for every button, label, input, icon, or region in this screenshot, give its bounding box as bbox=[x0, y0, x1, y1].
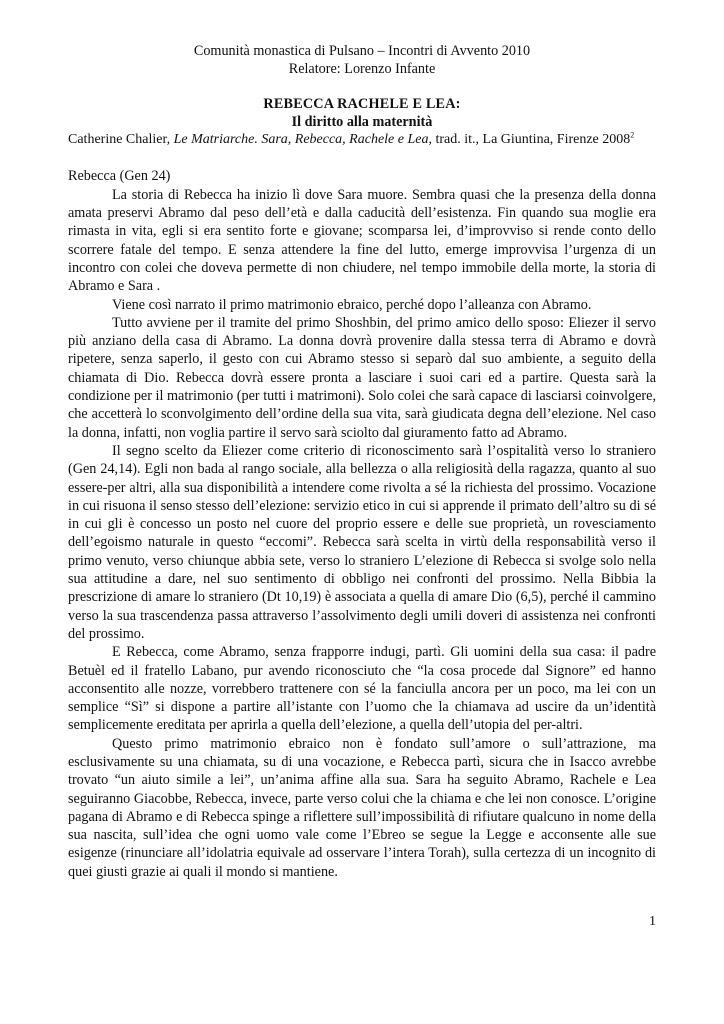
footnote-marker: 2 bbox=[630, 130, 635, 140]
page-number: 1 bbox=[649, 914, 656, 929]
citation-author: Catherine Chalier, bbox=[68, 132, 174, 148]
paragraph-1: La storia di Rebecca ha inizio lì dove Sara muore. Sembra quasi che la presenza della donna amata preservi Abramo dal peso dell’età e dalla caducità dell’esistenza. Fin quando sua moglie era rimasta in vita, egli si era sentito forte e giovane; scomparsa lei, d’improvviso si rende conto dello scorrere fatale del tempo. E senza attendere la fine del lutto, emerge improvvisa l’urgenza di un incontro con colei che doveva permette di non chiudere, nel tempo immobile della morte, la storia di Abramo e Sara . bbox=[68, 186, 656, 295]
header-speaker-line: Relatore: Lorenzo Infante bbox=[288, 61, 436, 78]
document-page bbox=[68, 42, 656, 881]
document-header bbox=[68, 42, 656, 79]
citation-details: , trad. it., La Giuntina, Firenze 2008 bbox=[428, 132, 631, 148]
header-community-line: Comunità monastica di Pulsano – Incontri di Avvento 2010 bbox=[193, 43, 531, 59]
bibliographic-citation bbox=[68, 131, 656, 149]
document-title: REBECCA RACHELE E LEA: bbox=[263, 95, 461, 112]
section-rebecca bbox=[68, 167, 656, 881]
section-heading: Rebecca (Gen 24) bbox=[68, 168, 171, 185]
paragraph-6: Questo primo matrimonio ebraico non è fondato sull’amore o sull’attrazione, ma esclusivamente su una chiamata, su di una vocazione, e Rebecca partì, sicura che in Isacco avrebbe trovato “un aiuto simile a lei”, un’anima affine alla sua. Sara ha seguito Abramo, Rachele e Lea seguiranno Giacobbe, Rebecca, invece, parte verso colui che la chiama e che lei non conosce. L’origine pagana di Abramo e di Rebecca spinge a riflettere sull’impossibilità di rifiutare qualcuno in nome della sua nascita, sull’idea che ogni uomo vale come l’Ebreo se segue la Legge e acconsente alle sue esigenze (rinunciare all’idolatria equivale ad osservare l’intera Torah), sulla certezza di un incognito di quei giusti grazie ai quali il mondo si mantiene. bbox=[68, 735, 656, 880]
paragraph-4: Il segno scelto da Eliezer come criterio di riconoscimento sarà l’ospitalità verso lo straniero (Gen 24,14). Egli non bada al rango sociale, alla bellezza o alla religiosità della ragazza, quanto al suo essere-per altri, alla sua disponibilità a intendere come rivolta a sé la richiesta del prossimo. Vocazione in cui risuona il senso stesso dell’elezione: servizio etico in cui si apprende il primato dell’altro su di sé in cui gli è concesso un posto nel cuore del proprio essere e delle sue proprietà, un rovesciamento dell’egoismo naturale in questo “eccomi”. Rebecca sarà scelta in virtù della responsabilità verso il primo venuto, verso chiunque abbia sete, verso lo straniero L’elezione di Rebecca si svolge solo nella sua attitudine a dare, nel suo sentimento di obbligo nei confronti del prossimo. Nella Bibbia la prescrizione di amare lo straniero (Dt 10,19) è associata a quella di amare Dio (6,5), perché il cammino verso la sua trascendenza passa attraverso l’assolvimento degli umili doveri di assistenza nei confronti del prossimo. bbox=[68, 442, 656, 642]
document-subtitle: Il diritto alla maternità bbox=[291, 113, 433, 130]
paragraph-2: Viene così narrato il primo matrimonio ebraico, perché dopo l’alleanza con Abramo. bbox=[112, 296, 592, 313]
paragraph-3: Tutto avviene per il tramite del primo Shoshbin, del primo amico dello sposo: Eliezer il servo più anziano della casa di Abramo. La donna dovrà provenire dalla stessa terra di Abramo e dovrà ripetere, senza saperlo, il gesto con cui Abramo stesso si separò dal suo ambiente, a seguito della chiamata di Dio. Rebecca dovrà essere pronta a lasciare i suoi cari ed a partire. Questa sarà la condizione per il matrimonio (per tutti i matrimoni). Solo colei che sarà capace di lasciarsi coinvolgere, che accetterà lo sconvolgimento dell’ordine della sua vita, sarà giudicata degna dell’elezione. Nel caso la donna, infatti, non voglia partire il servo sarà sciolto dal giuramento fatto ad Abramo. bbox=[68, 314, 656, 441]
paragraph-5: E Rebecca, come Abramo, senza frapporre indugi, partì. Gli uomini della sua casa: il padre Betuèl ed il fratello Labano, pur avendo riconosciuto che “la cosa procede dal Signore” ed hanno acconsentito alle nozze, vorrebbero trattenere con sé la fanciulla ancora per un poco, ma lei con un semplice “Sì” si dispone a partire all’istante con l’uomo che la chiamava ad uscire da un’identità semplicemente ereditata per aprirla a quella dell’elezione, a quella dell’utopia del per-altri. bbox=[68, 644, 656, 734]
citation-book-title: Le Matriarche. Sara, Rebecca, Rachele e Lea bbox=[173, 132, 429, 148]
